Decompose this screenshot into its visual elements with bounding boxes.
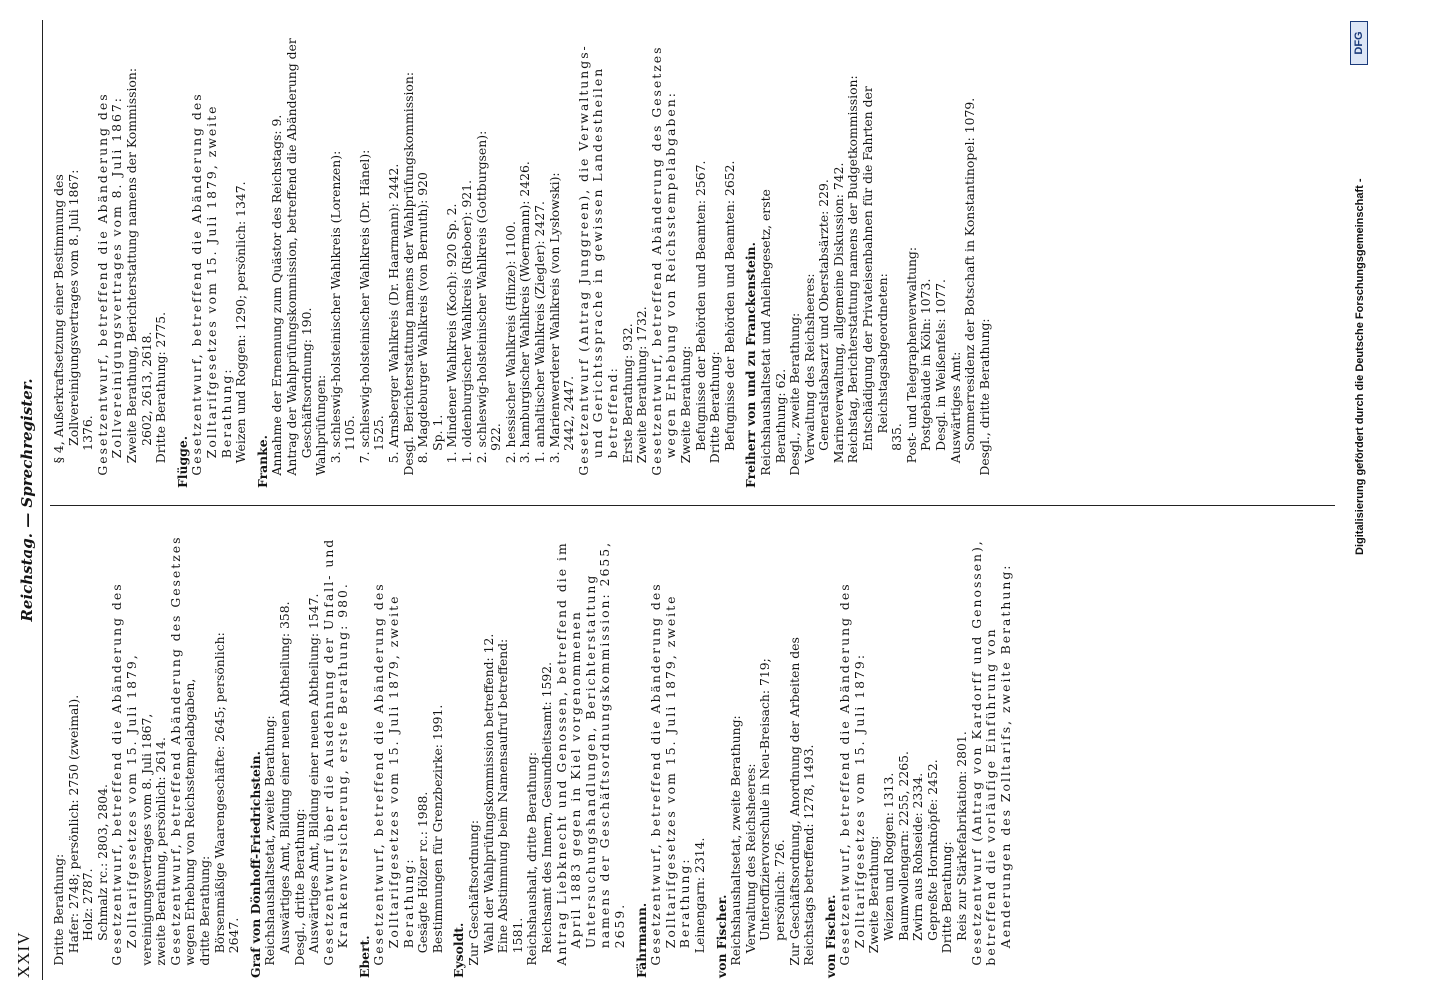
index-line: Zweite Berathung, Berichterstattung namens der Kommission: 2602, 2613, 2618.: [123, 67, 154, 464]
index-line: vereinigungsvertrages vom 8. Juli 1867,: [138, 713, 154, 966]
index-line: 922.: [488, 423, 504, 451]
index-line: 1581.: [509, 917, 525, 954]
index-line: Hafer: 2748; persönlich: 2750 (zweimal).: [65, 694, 81, 954]
index-line: Antrag der Wahlprüfungskommission, betreffend die Abänderung der Geschäftsordnung: 190.: [283, 38, 314, 476]
index-line: persönlich: 726.: [771, 839, 787, 941]
left-column: [52, 528, 1013, 978]
index-line: dritte Berathung:: [196, 855, 212, 966]
index-line: betreffend die vorläufige Einführung von Aenderungen des Zolltarifs, zweite Berathung:: [983, 563, 1013, 966]
index-line: Marineverwaltung, allgemeine Diskussion: 742.: [830, 162, 846, 464]
index-line: Post- und Telegraphenverwaltung:: [903, 246, 919, 464]
page-number: XXIV: [14, 931, 33, 978]
index-line: Unteroffiziervorschule in Neu-Breisach: 719;: [757, 658, 773, 941]
index-line: 1. oldenburgischer Wahlkreis (Rieboer): 921.: [459, 179, 475, 464]
index-line: Bestimmungen für Grenzbezirke: 1991.: [429, 704, 445, 954]
index-line: Eine Abstimmung beim Namensaufruf betreffend:: [495, 638, 511, 954]
index-line: Desgl. in Weißenfels: 1077.: [933, 279, 949, 451]
index-line: Berathung: 62.: [772, 368, 788, 464]
index-line: Gesägte Hölzer rc.: 1988.: [415, 791, 431, 954]
index-line: Reis zur Stärkefabrikation: 2801.: [954, 731, 970, 941]
index-line: 7. schleswig-holsteinischer Wahlkreis (Dr. Hänel):: [356, 149, 372, 464]
index-line: 2. schleswig-holsteinischer Wahlkreis (Gottburgsen):: [473, 130, 489, 464]
index-line: Schmalz rc.: 2803, 2804.: [94, 784, 110, 941]
index-line: Desgl., dritte Berathung:: [291, 808, 307, 966]
digitization-notice: Digitalisierung gefördert durch die Deutsche Forschungsgemeinschaft -: [1354, 178, 1366, 555]
page-footer: [1342, 0, 1386, 1000]
running-title: Reichstag. — Sprechregister.: [18, 378, 36, 622]
index-line: Reichstag, Berichterstattung namens der Budgetkommission:: [845, 75, 861, 464]
index-line: 3. schleswig-holsteinischer Wahlkreis (Lorenzen):: [327, 150, 343, 464]
index-line: Entschädigung der Privateisenbahnen für die Fahrten der Reichstagsabgeordneten:: [860, 86, 890, 451]
index-line: Erste Berathung: 932.: [619, 323, 635, 464]
index-line: 2. hessischer Wahlkreis (Hinze): 1100.: [502, 221, 518, 464]
index-line: Sommerresidenz der Botschaft in Konstantinopel: 1079.: [962, 97, 978, 451]
speaker-name: Franke.: [254, 435, 270, 488]
index-line: Gesetzentwurf, betreffend die Abänderung des Zollvereinigungsvertrages vom 8. Juli 1867:: [94, 92, 125, 476]
index-line: Generalstabsarzt und Oberstabsärzte: 229.: [816, 179, 832, 451]
index-line: Postgebäude in Köln: 1073.: [918, 278, 934, 451]
index-line: 8. Magdeburger Wahlkreis (von Bernuth): 920: [415, 172, 431, 464]
index-line: Reichshaushaltsetat und Anleihegesetz, erste: [757, 189, 773, 476]
index-line: 1376.: [80, 415, 96, 451]
index-line: Weizen und Roggen: 1313.: [881, 772, 897, 941]
index-line: Auswärtiges Amt, Bildung einer neuen Abtheilung: 358.: [276, 601, 292, 954]
index-line: 1. anhaltischer Wahlkreis (Ziegler): 2427.: [532, 201, 547, 464]
index-line: Desgl. Berichterstattung namens der Wahlprüfungskommission:: [400, 71, 416, 476]
dfg-logo: DFG: [1350, 21, 1368, 65]
index-line: Zur Geschäftsordnung:: [466, 819, 482, 966]
index-line: zweite Berathung, persönlich: 2614.: [153, 737, 169, 966]
index-line: Desgl., dritte Berathung:: [976, 318, 992, 476]
index-line: Reichshaushaltsetat, zweite Berathung:: [262, 715, 278, 966]
index-line: Gesetzentwurf, betreffend die Abänderung des Zolltarifgesetzes vom 15. Juli 1879, zweite Berathung:: [371, 582, 416, 966]
speaker-name: Eysoldt.: [451, 922, 467, 978]
index-line: Desgl., zweite Berathung:: [787, 312, 803, 476]
index-line: 3. hamburgischer Wahlkreis (Woermann): 2426.: [517, 161, 533, 464]
index-line: Dritte Berathung:: [939, 841, 955, 954]
index-line: Gesetzentwurf, betreffend Abänderung des Gesetzes wegen Erhebung von Reichsstempelabgaben:: [648, 45, 679, 476]
index-line: Holz: 2787.: [80, 868, 96, 941]
index-line: Gesetzentwurf, betreffend die Abänderung des Zolltarifgesetzes vom 15. Juli 1879, zweite Berathung:: [648, 582, 693, 966]
index-line: Zweite Berathung: 1732.: [634, 306, 650, 464]
index-line: Leinengarn: 2314.: [691, 837, 707, 954]
index-line: Annahme der Ernennung zum Quästor des Reichstags: 9.: [269, 114, 285, 476]
index-line: Gesetzentwurf, betreffend Abänderung des Gesetzes: [167, 535, 183, 966]
index-line: Befugnisse der Behörden und Beamten: 2652.: [721, 160, 737, 451]
index-line: Reichstags betreffend: 1278, 1493.: [801, 744, 817, 966]
column-divider: [50, 505, 1335, 506]
index-line: Wahl der Wahlprüfungskommission betreffend: 12.: [480, 633, 496, 954]
index-line: wegen Erhebung von Reichsstempelabgaben,: [182, 678, 198, 966]
index-line: 2647.: [226, 917, 242, 954]
index-line: 1525.: [371, 415, 387, 451]
index-line: Gesetzentwurf (Antrag Junggreen), die Verwaltungs- und Gerichtssprache in gewissen Landestheilen betreffend:: [575, 44, 620, 476]
right-column: [52, 38, 992, 488]
index-line: Wahlprüfungen:: [313, 374, 329, 476]
index-line: 2442, 2447.: [561, 375, 577, 451]
index-line: Sp. 1.: [429, 414, 445, 451]
speaker-name: von Fischer.: [713, 894, 729, 978]
index-line: Gesetzentwurf, betreffend die Abänderung des Zolltarifgesetzes vom 15. Juli 1879, zweite Berathung:: [189, 92, 234, 476]
index-line: Börsenmäßige Waarengeschäfte: 2645; persönlich:: [211, 632, 227, 954]
index-line: Reichshaushalt, dritte Berathung:: [524, 751, 540, 966]
index-line: 1. Mindener Wahlkreis (Koch): 920 Sp. 2.: [444, 203, 460, 464]
index-line: Verwaltung des Reichsheeres:: [742, 763, 758, 954]
index-line: Dritte Berathung:: [51, 853, 66, 966]
index-line: Dritte Berathung:: [707, 351, 723, 464]
index-line: 835.: [889, 423, 905, 451]
index-line: 5. Arnsberger Wahlkreis (Dr. Haarmann): 2442.: [386, 163, 402, 464]
index-line: Reichsamt des Innern, Gesundheitsamt: 1592.: [539, 661, 554, 954]
index-line: Dritte Berathung: 2775.: [153, 311, 169, 464]
index-line: 1105.: [342, 415, 358, 451]
index-line: Antrag Liebknecht und Genossen, betreffend die im April 1883 gegen in Kiel vorgenommenen Untersuchungshandlungen, Berichterstattung namens der Geschäftsordnungskommission: 2655, 2659.: [553, 540, 627, 966]
index-line: Gesetzentwurf, betreffend die Abänderung des Zolltarifgesetzes vom 15. Juli 1879,: [109, 582, 139, 966]
index-line: Reichshaushaltsetat, zweite Berathung:: [728, 715, 744, 966]
page-header: [12, 20, 43, 980]
speaker-name: Graf von Dönhoff-Friedrichstein.: [247, 751, 263, 978]
speaker-name: Ebert.: [356, 935, 372, 978]
speaker-name: von Fischer.: [822, 894, 838, 978]
speaker-name: Flügge.: [174, 435, 190, 488]
index-line: Zur Geschäftsordnung, Anordnung der Arbeiten des: [786, 637, 802, 966]
index-line: Gesetzentwurf über die Ausdehnung der Unfall- und Krankenversicherung, erste Berathung: 980.: [320, 537, 351, 966]
index-line: Gesetzentwurf, betreffend die Abänderung des Zolltarifgesetzes vom 15. Juli 1879:: [837, 582, 867, 966]
index-line: Gesetzentwurf (Antrag von Kardorff und Genossen),: [968, 539, 984, 966]
index-line: Zweite Berathung:: [866, 835, 882, 954]
index-line: Baumwollengarn: 2255, 2265.: [895, 751, 911, 941]
index-line: § 4, Außerkraftsetzung einer Bestimmung des Zollvereinigungsvertrages vom 8. Juli 1867:: [51, 169, 81, 464]
index-line: 3. Marienwerderer Wahlkreis (von Lysłowski):: [546, 172, 562, 464]
index-line: Weizen und Roggen: 1290; persönlich: 1347.: [233, 181, 249, 464]
index-line: Zwirn aus Rohseide: 2334.: [910, 772, 926, 941]
speaker-name: Fährmann.: [633, 902, 649, 978]
index-line: Auswärtiges Amt:: [947, 351, 963, 464]
index-line: Gepreßte Hornknöpfe: 2452.: [924, 759, 940, 941]
index-line: Befugnisse der Behörden und Beamten: 2567.: [692, 160, 708, 451]
index-line: Verwaltung des Reichsheeres:: [801, 273, 817, 464]
index-line: Auswärtiges Amt, Bildung einer neuen Abtheilung: 1547.: [306, 593, 322, 954]
speaker-name: Freiherr von und zu Franckenstein.: [743, 242, 759, 488]
index-line: Zweite Berathung:: [677, 345, 693, 464]
